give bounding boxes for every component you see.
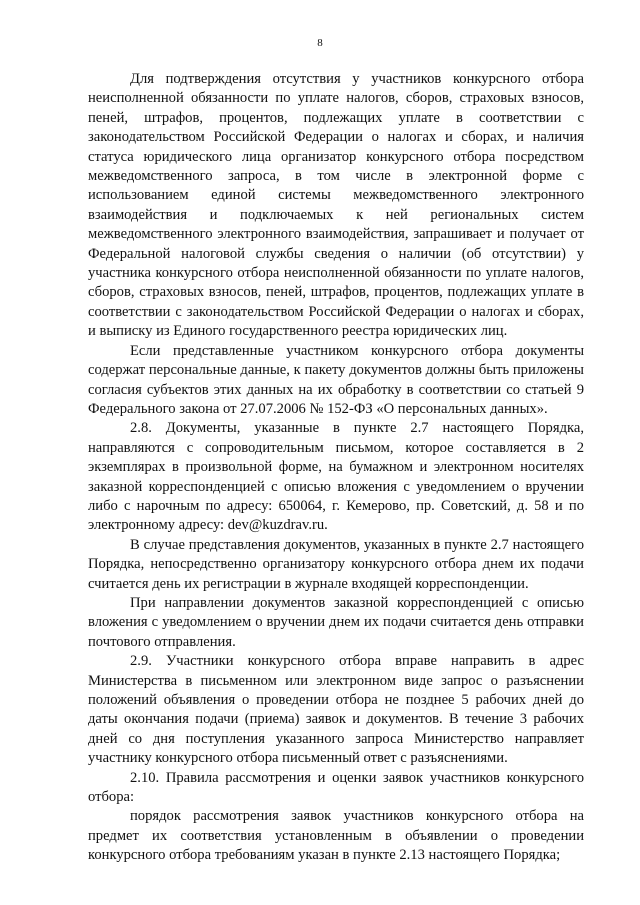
- paragraph-review-procedure: порядок рассмотрения заявок участников конкурсного отбора на предмет их соответствия установленным в объявлении о проведении конкурсного отбора требованиям указан в пункте 2.13 настоящего Порядка;: [88, 808, 584, 864]
- paragraph-mail-submission: При направлении документов заказной корреспонденцией с описью вложения с уведомлением о вручении днем их подачи считается день отправки почтового отправления.: [88, 594, 584, 650]
- paragraph-personal-data: Если представленные участником конкурсного отбора документы содержат персональные данные, к пакету документов должны быть приложены согласия субъектов этих данных на их обработку в соответствии со статьей 9 Федерального закона от 27.07.2006 № 152-ФЗ «О персональных данных».: [88, 342, 584, 417]
- paragraph-tax-verification: Для подтверждения отсутствия у участников конкурсного отбора неисполненной обязанности по уплате налогов, сборов, страховых взносов, пеней, штрафов, процентов, подлежащих уплате в соответствии с законодательством Российской Федерации о налогах и сборах, и наличия статуса юридического лица организатор конкурсного отбора посредством межведомственного запроса, в том числе в электронной форме с использованием единой системы межведомственного электронного взаимодействия и подключаемых к ней региональных систем межведомственного электронного взаимодействия, запрашивает и получает от Федеральной налоговой службы сведения о наличии (об отсутствии) у участника конкурсного отбора неисполненной обязанности по уплате налогов, сборов, страховых взносов, пеней, штрафов, процентов, подлежащих уплате в соответствии с законодательством Российской Федерации о налогах и сборах, и выписку из Единого государственного реестра юридических лиц.: [88, 71, 584, 340]
- document-body: [88, 70, 584, 866]
- page-number: 8: [317, 37, 323, 49]
- paragraph-2-10: 2.10. Правила рассмотрения и оценки заявок участников конкурсного отбора:: [88, 769, 584, 806]
- paragraph-2-8: 2.8. Документы, указанные в пункте 2.7 настоящего Порядка, направляются с сопроводительным письмом, которое составляется в 2 экземплярах в произвольной форме, на бумажном и электронном носителях заказной корреспонденцией с описью вложения с уведомлением о вручении либо с нарочным по адресу: 650064, г. Кемерово, пр. Советский, д. 58 и по электронному адресу: dev@kuzdrav.ru.: [88, 420, 584, 534]
- paragraph-direct-submission: В случае представления документов, указанных в пункте 2.7 настоящего Порядка, непосредственно организатору конкурсного отбора днем их подачи считается день их регистрации в журнале входящей корреспонденции.: [88, 536, 584, 592]
- paragraph-2-9: 2.9. Участники конкурсного отбора вправе направить в адрес Министерства в письменном или электронном виде запрос о разъяснении положений объявления о проведении отбора не позднее 5 рабочих дней до даты окончания подачи (приема) заявок и документов. В течение 3 рабочих дней со дня поступления указанного запроса Министерство направляет участнику конкурсного отбора письменный ответ с разъяснениями.: [88, 653, 584, 767]
